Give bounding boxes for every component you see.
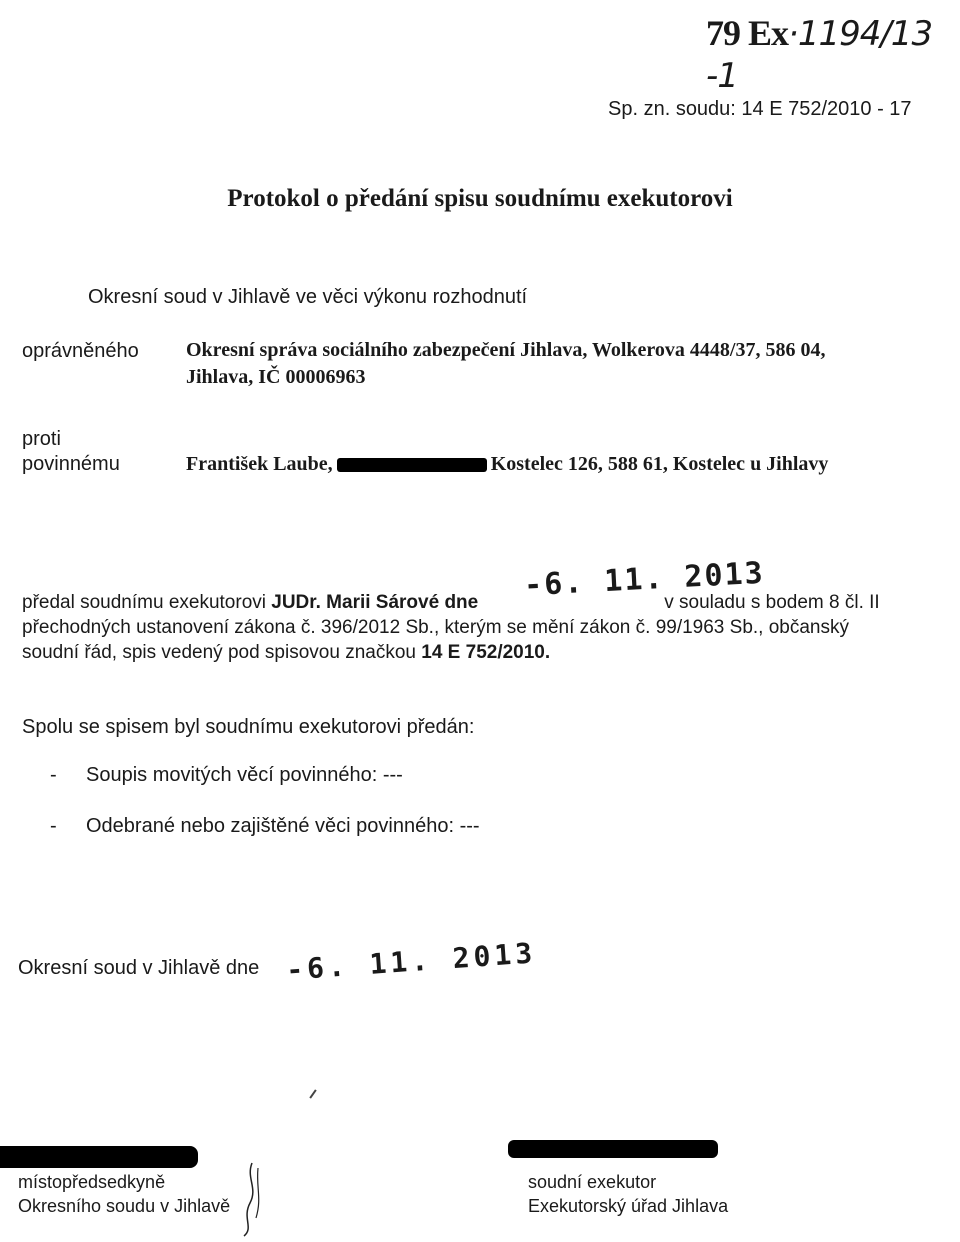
court-date-line: Okresní soud v Jihlavě dne [18,957,260,979]
pen-mark [309,1089,316,1098]
executor-title: soudní exekutor [528,1172,657,1192]
signatory-office: Okresního soudu v Jihlavě [18,1196,231,1216]
list-dash: - [50,764,57,786]
executor-office: Exekutorský úřad Jihlava [528,1196,729,1216]
list-dash: - [50,815,57,837]
handover-recipient: JUDr. Marii Sárové dne [271,592,479,613]
debtor-address: Kostelec 126, 588 61, Kostelec u Jihlavy [490,453,829,475]
signature-block-left [18,1170,230,1218]
handover-file-number: 14 E 752/2010. [421,642,551,663]
creditor-text: Okresní správa sociálního zabezpečení Jihlava, Wolkerova 4448/37, 586 04, Jihlava, IČ 00006963 [186,339,826,388]
debtor-name: František Laube, [186,453,333,475]
signature-redaction-right [508,1140,718,1158]
signature-block-right [528,1170,728,1218]
list-item-text: Soupis movitých věcí povinného: --- [86,764,403,786]
signature-scribble [232,1158,272,1238]
case-mark [706,12,960,96]
court-line: Okresní soud v Jihlavě ve věci výkonu rozhodnutí [88,286,528,308]
case-mark-handwritten: ·1194/13 -1 [706,14,933,96]
court-file-number: Sp. zn. soudu: 14 E 752/2010 - 17 [608,98,912,120]
debtor-text [186,450,846,478]
handover-part2: v souladu s bodem 8 čl. II přechodných ustanovení zákona č. 396/2012 Sb., kterým se mění zákon č. 99/1963 Sb., občanský soudní řád, spis vedený pod spisovou značkou [22,592,880,663]
date-stamp: -6. 11. 2013 [523,555,766,604]
list-item [50,815,480,838]
signature-redaction-left [0,1146,198,1168]
list-item-text: Odebrané nebo zajištěné věci povinného: --- [86,815,480,837]
spolu-line: Spolu se spisem byl soudnímu exekutorovi předán: [22,716,475,738]
handover-paragraph [22,590,908,665]
against-label: proti [22,428,61,450]
date-stamp-2: -6. 11. 2013 [285,936,538,987]
handover-part1: předal soudnímu exekutorovi [22,592,272,613]
list-item [50,764,403,787]
debtor-label: povinnému [22,453,120,475]
creditor-label: oprávněného [22,340,139,362]
redaction-bar [337,458,487,472]
case-mark-print: 79 Ex [706,13,789,53]
signatory-title: místopředsedkyně [18,1172,166,1192]
page-title: Protokol o předání spisu soudnímu exekutorovi [227,185,733,212]
